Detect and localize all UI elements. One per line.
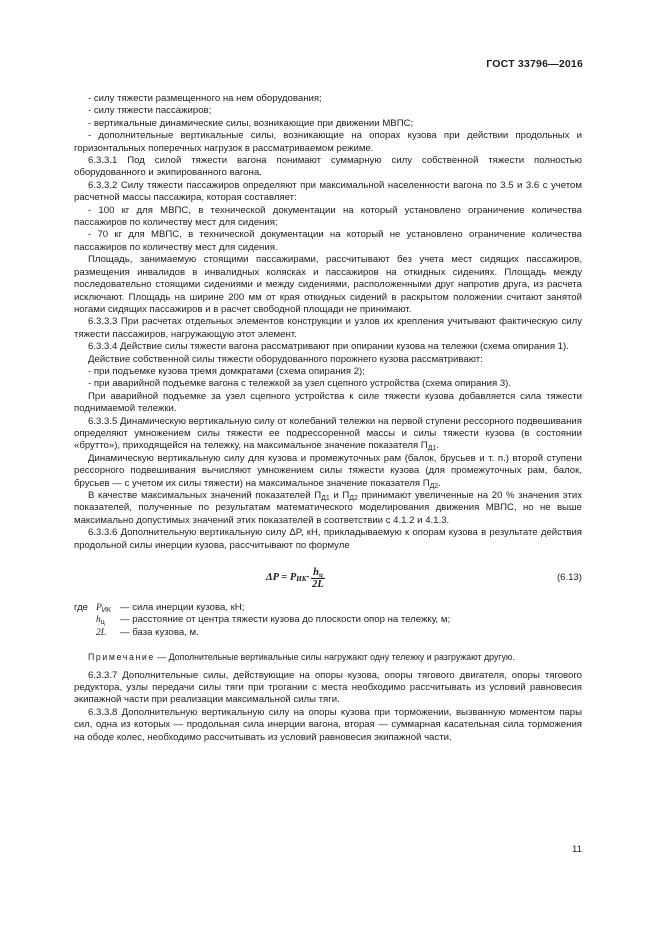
list-item: - 70 кг для МВПС, в технической документации на который не установлено ограничение количества пассажиров по количеству мест для сидения.: [74, 229, 582, 253]
list-item: - 100 кг для МВПС, в технической документации на который установлено ограничение количества пассажиров по количеству мест для сидения;: [74, 204, 582, 229]
formula-number: (6.13): [556, 572, 582, 584]
where-row: [74, 627, 582, 639]
list-item: - при аварийной подъемке вагона с тележкой за узел сцепного устройства (схема опирания 3).: [88, 378, 512, 390]
note: Примечание — Дополнительные вертикальные силы нагружают одну тележку и разгружают другую.: [88, 652, 515, 663]
note-label: Примечание: [88, 652, 155, 663]
symbol: 2L: [96, 626, 107, 638]
clause-6-3-3-1: 6.3.3.1 Под силой тяжести вагона понимают суммарную силу собственной тяжести полностью оборудованного и экипированного вагона.: [74, 155, 582, 179]
formula-6-13: [74, 558, 582, 598]
clause-6-3-3-8: 6.3.3.8 Дополнительную вертикальную силу на опоры кузова при торможении, вызванную моментом пары сил, одна из которых — продольная сила инерции вагона, вторая — суммарная касательная сила торможения на ободе колес, необходимо рассчитывать из условий равновесия экипажной части.: [74, 706, 582, 743]
paragraph-max-values: В качестве максимальных значений показателей $П_{Д1}$ и $П_{Д2}$ принимают увеличенные на 20 % значения этих показателей, полученные по результатам математического моделирования движения МВПС, но не выше максимально допустимых значений этих показателей в соответствии с 4.1.2 и 4.1.3.: [74, 490, 583, 526]
paragraph-dynamic-force: Динамическую вертикальную силу для кузова и промежуточных рам (балок, брусьев и т. п.) второй ступени рессорного подвешивания вычисляют умножением силы тяжести кузова (для промежуточных рам, балок, брусьев — с учетом их силы тяжести) на максимальное значение показателя $П_{Д2}$.: [74, 452, 582, 490]
clause-6-3-3-7: 6.3.3.7 Дополнительные силы, действующие на опоры кузова, опоры тягового двигателя, опоры тягового редуктора, узлы передачи силы тяги при трогании с места необходимо рассчитывать из условий равновесия экипажной части при реализации максимальной силы тяги.: [74, 669, 582, 706]
symbol-definition: — база кузова, м.: [120, 626, 199, 638]
page-number: 11: [572, 844, 582, 855]
where-row: [74, 614, 582, 626]
where-row: [74, 602, 582, 614]
where-label: где: [74, 602, 89, 614]
symbol: $h_ц$: [96, 614, 105, 627]
list-item: - при подъемке кузова тремя домкратами (схема опирания 2);: [88, 365, 365, 377]
clause-6-3-3-2: 6.3.3.2 Силу тяжести пассажиров определяют при максимальной населенности вагона по 3.5 и 3.6 с учетом расчетной массы пассажира, которая составляет:: [74, 179, 582, 204]
clause-6-3-3-4: 6.3.3.4 Действие силы тяжести вагона рассматривают при опирании кузова на тележки (схема опирания 1).: [88, 341, 569, 353]
symbol-definition: — сила инерции кузова, кН;: [120, 602, 245, 614]
clause-6-3-3-5: 6.3.3.5 Динамическую вертикальную силу от колебаний тележки на первой ступени рессорного подвешивания определяют умножением силы тяжести ее подрессоренной массы и силы тяжести кузова (в состоянии «брутто»), приходящейся на тележку, на максимальное значение показателя $П_{Д1}$.: [74, 415, 582, 453]
paragraph-emergency: При аварийной подъемке за узел сцепного устройства к силе тяжести кузова добавляется сила тяжести поднимаемой тележки.: [74, 390, 582, 415]
standard-header: ГОСТ 33796—2016: [486, 58, 583, 70]
list-item: - силу тяжести пассажиров;: [88, 105, 212, 117]
paragraph-own-weight: Действие собственной силы тяжести оборудованного порожнего кузова рассматривают:: [88, 353, 483, 365]
clause-6-3-3-3: 6.3.3.3 При расчетах отдельных элементов конструкции и узлов их крепления учитывают фактическую силу тяжести пассажиров, нагружающую этот элемент.: [74, 316, 582, 340]
document-body: [74, 93, 582, 744]
list-item: - вертикальные динамические силы, возникающие при движении МВПС;: [88, 117, 414, 129]
formula-fraction: $\frac{h_ц}{2L}$: [312, 567, 324, 591]
paragraph-area: Площадь, занимаемую стоящими пассажирами, рассчитывают без учета мест сидящих пассажиров, размещения инвалидов в инвалидных колясках и пассажиров на откидных сидениях. Площадь между последовательно стоящими сидениями и между сидениями, расположенными друг напротив друга, из расчета исключают. Площадь на ширине 200 мм от края откидных сидений в раскрытом положении считают занятой ногами сидящих пассажиров и в расчет свободной площади не принимают.: [74, 254, 582, 315]
list-item: - дополнительные вертикальные силы, возникающие на опорах кузова при действии продольных и горизонтальных поперечных нагрузок в рассматриваемом режиме.: [74, 130, 582, 154]
clause-6-3-3-6: 6.3.3.6 Дополнительную вертикальную силу ΔP, кН, прикладываемую к опорам кузова в результате действия продольной силы инерции кузова, рассчитывают по формуле: [74, 527, 582, 551]
symbol: $P_{ИК}$: [96, 602, 111, 615]
formula-expression: ΔP = P ИК · $\frac{h_ц}{2L}$: [266, 567, 324, 591]
list-item: - силу тяжести размещенного на нем оборудования;: [88, 93, 322, 104]
symbol-definition: — расстояние от центра тяжести кузова до плоскости опор на тележку, м;: [120, 614, 451, 626]
